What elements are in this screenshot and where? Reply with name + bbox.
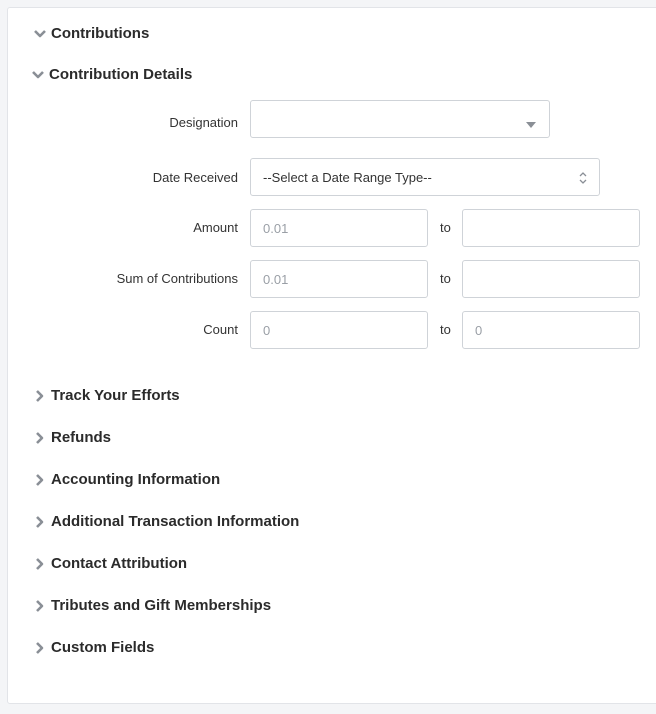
section-label: Track Your Efforts xyxy=(51,387,180,404)
count-label: Count xyxy=(203,322,238,337)
section-accounting-information[interactable] xyxy=(33,471,220,488)
sum-of-contributions-label: Sum of Contributions xyxy=(116,271,238,286)
count-to-input[interactable] xyxy=(462,311,640,349)
designation-label: Designation xyxy=(169,115,238,130)
date-range-type-value: --Select a Date Range Type-- xyxy=(263,169,432,185)
section-label: Contribution Details xyxy=(49,66,193,83)
section-label: Refunds xyxy=(51,429,111,446)
date-range-type-select[interactable] xyxy=(250,158,600,196)
count-to-label: to xyxy=(440,322,451,337)
designation-select[interactable] xyxy=(250,100,550,138)
sum-from-input[interactable] xyxy=(250,260,428,298)
updown-chevron-icon xyxy=(579,171,587,188)
chevron-right-icon xyxy=(33,431,47,445)
sum-to-input[interactable] xyxy=(462,260,640,298)
amount-label: Amount xyxy=(193,220,238,235)
chevron-right-icon xyxy=(33,473,47,487)
section-contribution-details[interactable] xyxy=(31,66,192,83)
section-label: Custom Fields xyxy=(51,639,155,656)
section-track-your-efforts[interactable] xyxy=(33,387,180,404)
chevron-down-icon xyxy=(31,68,45,82)
section-label: Tributes and Gift Memberships xyxy=(51,597,272,614)
caret-down-icon xyxy=(526,116,536,131)
section-label: Accounting Information xyxy=(51,471,221,488)
section-custom-fields[interactable] xyxy=(33,639,154,656)
section-refunds[interactable] xyxy=(33,429,111,446)
section-label: Additional Transaction Information xyxy=(51,513,300,530)
section-label: Contact Attribution xyxy=(51,555,188,572)
amount-to-input[interactable] xyxy=(462,209,640,247)
sum-to-label: to xyxy=(440,271,451,286)
chevron-right-icon xyxy=(33,641,47,655)
section-label: Contributions xyxy=(51,25,150,42)
chevron-right-icon xyxy=(33,389,47,403)
chevron-right-icon xyxy=(33,515,47,529)
count-from-input[interactable] xyxy=(250,311,428,349)
chevron-down-icon xyxy=(33,27,47,41)
amount-to-label: to xyxy=(440,220,451,235)
chevron-right-icon xyxy=(33,557,47,571)
section-tributes-and-gift-memberships[interactable] xyxy=(33,597,271,614)
section-additional-transaction-information[interactable] xyxy=(33,513,299,530)
amount-from-input[interactable] xyxy=(250,209,428,247)
section-contributions[interactable] xyxy=(33,25,149,42)
chevron-right-icon xyxy=(33,599,47,613)
date-received-label: Date Received xyxy=(152,170,238,185)
section-contact-attribution[interactable] xyxy=(33,555,187,572)
